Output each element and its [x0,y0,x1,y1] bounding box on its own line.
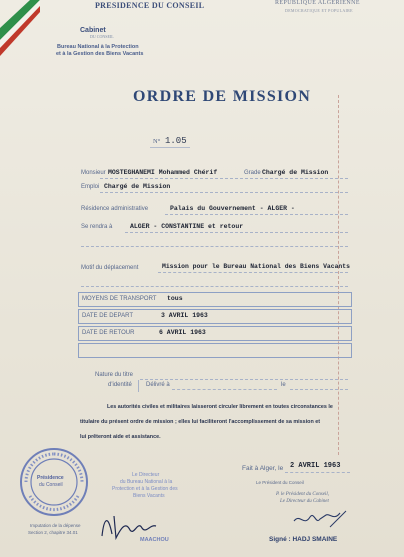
transport-value: tous [167,295,183,302]
director-stamp-name: MAACHOU [140,537,169,543]
header-left-title: PRESIDENCE DU CONSEIL [95,1,205,10]
signature-right-icon [290,505,350,535]
delivre-label: Délivré à [146,382,170,388]
transport-box [78,292,352,307]
name-value: MOSTEGHANEMI Mohammed Chérif [108,169,218,176]
destination-value: ALGER - CONSTANTINE et retour [130,223,244,230]
bureau-line-1: Bureau National à la Protection [57,44,139,50]
delivre-line [172,389,277,390]
paragraph-line-1: Les autorités civiles et militaires laisseront circuler librement en toutes circonstances le [107,404,333,410]
blank-box [78,343,352,358]
destination-line [125,232,348,233]
residence-line [165,214,348,215]
imputation-line-1: Imputation de la dépense [30,523,81,528]
paragraph-line-3: lui prêteront aide et assistance. [80,434,161,440]
signed-label: Signé : HADJ SMAINE [269,536,338,543]
document-title: ORDRE DE MISSION [133,88,312,105]
delegation-line-1: P. le Président du Conseil, [276,492,329,497]
number-value: 1.05 [165,136,187,146]
president-label: Le Président du Conseil [256,480,304,485]
grade-value: Chargé de Mission [262,169,329,176]
residence-value: Palais du Gouvernement - ALGER - [170,205,295,212]
retour-value: 6 AVRIL 1963 [159,329,206,336]
delegation-line-2: Le Directeur du Cabinet [280,499,329,504]
transport-label: MOYENS DE TRANSPORT [82,296,157,302]
cabinet-sub-label: DU CONSEIL [90,34,114,39]
director-stamp-line-1: Le Directeur [132,472,160,478]
paragraph-line-2: titulaire du présent ordre de mission ; elles lui faciliteront l'accomplissement de sa mission et [80,419,321,425]
bureau-line-2: et à la Gestion des Biens Vacants [56,51,144,57]
titre-line [140,379,348,380]
depart-value: 3 AVRIL 1963 [161,312,208,319]
grade-label: Grade [244,170,261,176]
emploi-label: Emploi [81,184,100,190]
emploi-line [100,192,348,193]
fait-line [285,472,350,473]
depart-box [78,309,352,324]
depart-label: DATE DE DEPART [82,313,134,319]
stamp-center-line-1: Présidence [37,475,64,481]
emploi-value: Chargé de Mission [104,183,171,190]
director-stamp-line-2: du Bureau National à la [120,479,173,485]
name-line [100,178,348,179]
le-line [290,389,348,390]
header-right-subtitle: DEMOCRATIQUE ET POPULAIRE [285,8,353,13]
fait-date: 2 AVRIL 1963 [290,462,341,470]
director-stamp-line-3: Protection et à la Gestion des [112,486,178,492]
director-stamp-line-4: Biens Vacants [133,493,165,499]
destination-label: Se rendra à [81,224,113,230]
stamp-center-line-2: du Conseil [39,482,63,488]
titre-divider [138,380,139,392]
blank-line-1 [81,246,348,247]
motif-line [158,272,348,273]
fait-label: Fait à Alger, le [242,465,284,472]
retour-box [78,326,352,341]
header-right-title: REPUBLIQUE ALGERIENNE [275,0,360,6]
motif-label: Motif du déplacement [81,265,139,271]
number-underline [150,147,190,148]
cabinet-label: Cabinet [80,27,106,34]
flag-icon [0,0,40,56]
name-label: Monsieur [81,170,106,176]
imputation-line-2: Section 2, chapitre 34.01 [28,530,78,535]
le-label: le [281,382,286,388]
titre-label-1: Nature du titre [95,372,134,378]
titre-label-2: d'identité [108,382,132,388]
blank-line-2 [81,286,348,287]
number-label: N° [153,138,161,145]
retour-label: DATE DE RETOUR [82,330,135,336]
motif-value: Mission pour le Bureau National des Biens Vacants [162,263,350,270]
residence-label: Résidence administrative [81,206,149,212]
margin-line [338,95,339,455]
